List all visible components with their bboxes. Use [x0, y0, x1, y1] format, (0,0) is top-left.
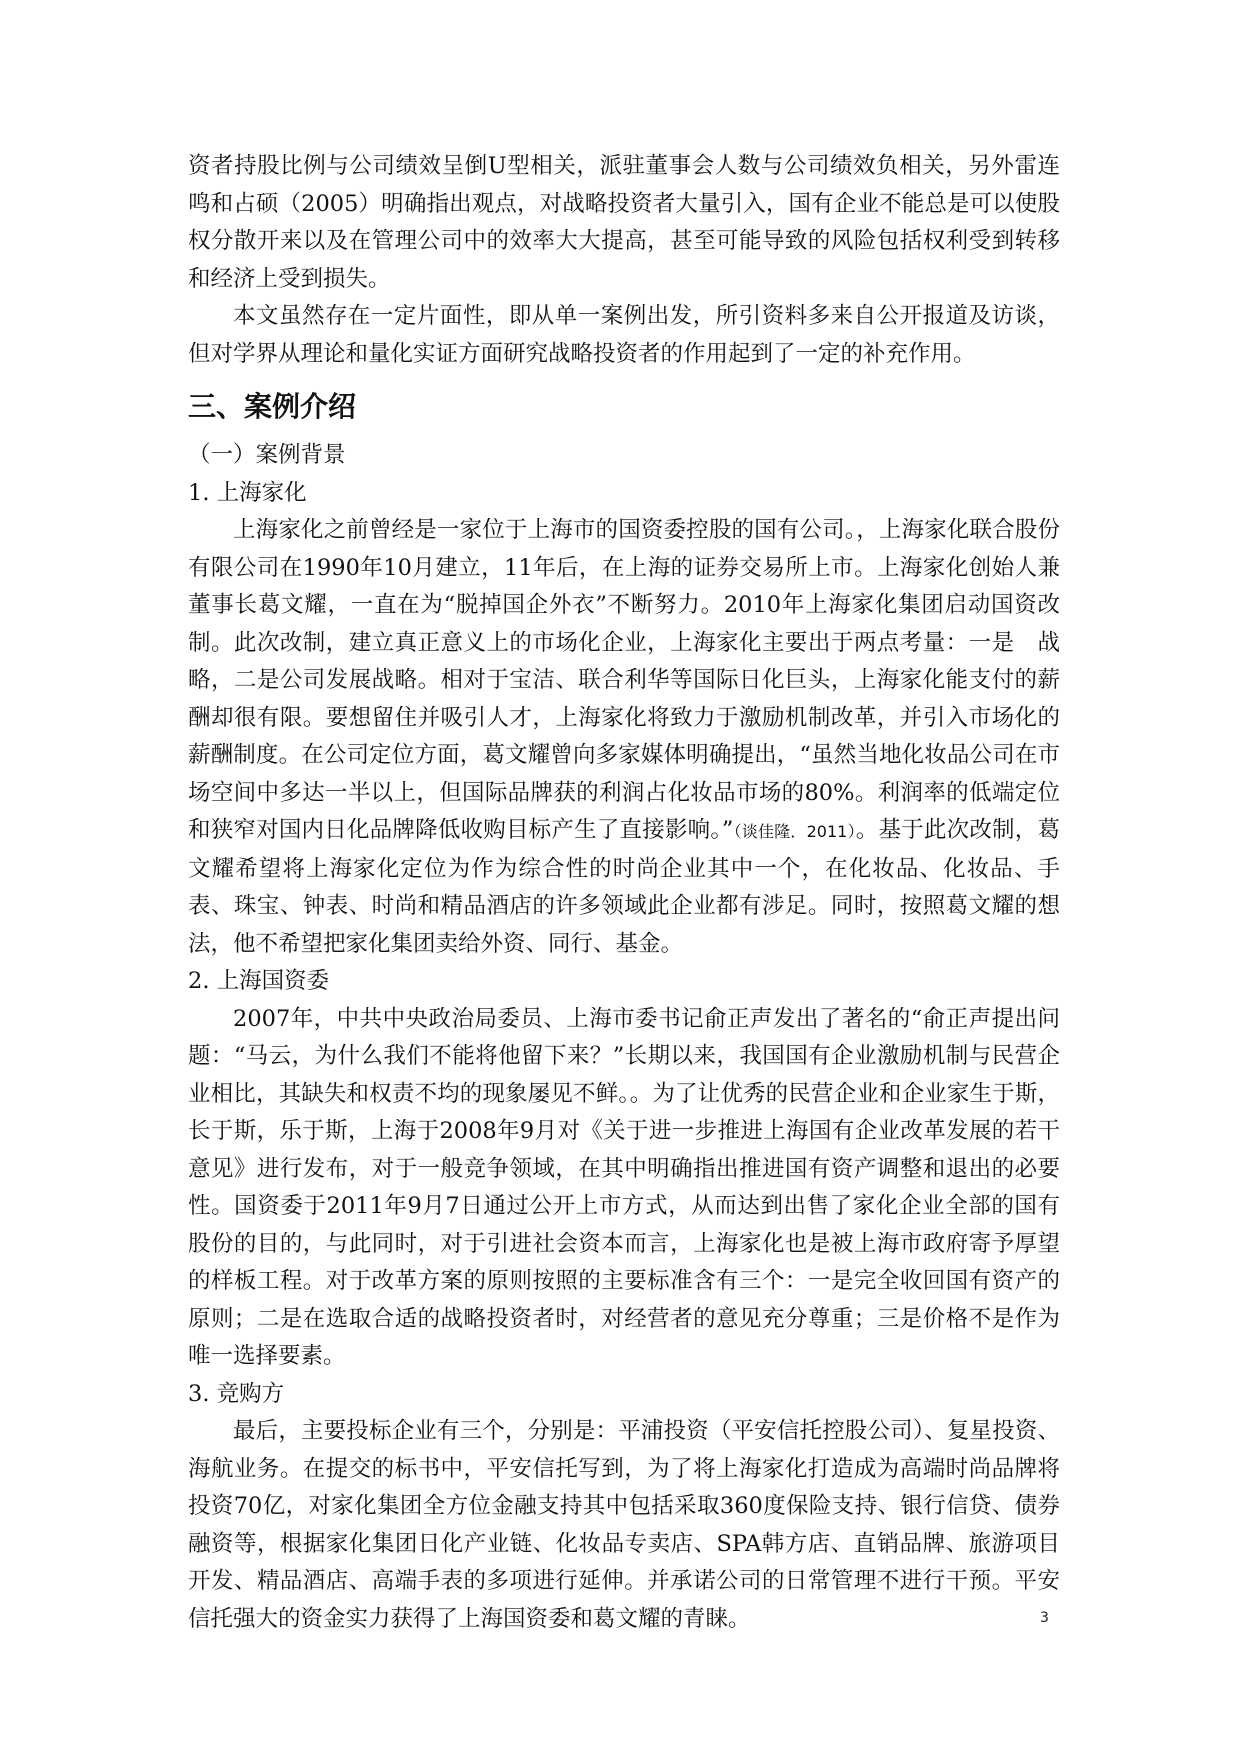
intro-paragraph-limitations: 本文虽然存在一定片面性，即从单一案例出发，所引资料多来自公开报道及访谈，但对学界从理论和量化实证方面研究战略投资者的作用起到了一定的补充作用。: [188, 303, 1060, 367]
item1-body: [188, 512, 1060, 963]
subsection-heading: （一）案例背景: [188, 442, 346, 468]
item2-title: 2. 上海国资委: [188, 968, 330, 994]
item1-title: 1. 上海家化: [188, 479, 307, 506]
item3-body: 最后，主要投标企业有三个，分别是：平浦投资（平安信托控股公司）、复星投资、海航业务。在提交的标书中，平安信托写到，为了将上海家化打造成为高端时尚品牌将投资70亿，对家化集团全方位金融支持其中包括采取360度保险支持、银行信贷、债券融资等，根据家化集团日化产业链、化妆品专卖店、SPA韩方店、直销品牌、旅游项目开发、精品酒店、高端手表的多项进行延伸。并承诺公司的日常管理不进行干预。平安信托强大的资金实力获得了上海国资委和葛文耀的青睐。: [188, 1418, 1060, 1632]
section-heading: 三、案例介绍: [188, 390, 357, 423]
intro-paragraph-continued: 资者持股比例与公司绩效呈倒U型相关，派驻董事会人数与公司绩效负相关，另外雷连鸣和占硕（2005）明确指出观点，对战略投资者大量引入，国有企业不能总是可以使股权分散开来以及在管理公司中的效率大大提高，甚至可能导致的风险包括权利受到转移和经济上受到损失。: [188, 153, 1060, 292]
page-number: 3: [1040, 1610, 1049, 1626]
item1-body-part2: 。基于此次改制，葛文耀希望将上海家化定位为作为综合性的时尚企业其中一个，在化妆品、化妆品、手表、珠宝、钟表、时尚和精品酒店的许多领域此企业都有涉足。同时，按照葛文耀的想法，他不希望把家化集团卖给外资、同行、基金。: [188, 817, 1060, 957]
item2-body: 2007年，中共中央政治局委员、上海市委书记俞正声发出了著名的“俞正声提出问题：“马云，为什么我们不能将他留下来？”长期以来，我国国有企业激励机制与民营企业相比，其缺失和权责不均的现象屡见不鲜。。为了让优秀的民营企业和企业家生于斯，长于斯，乐于斯，上海于2008年9月对《关于进一步推进上海国有企业改革发展的若干意见》进行发布，对于一般竞争领域，在其中明确指出推进国有资产调整和退出的必要性。国资委于2011年9月7日通过公开上市方式，从而达到出售了家化企业全部的国有股份的目的，与此同时，对于引进社会资本而言，上海家化也是被上海市政府寄予厚望的样板工程。对于改革方案的原则按照的主要标准含有三个：一是完全收回国有资产的原则；二是在选取合适的战略投资者时，对经营者的意见充分尊重；三是价格不是作为唯一选择要素。: [188, 1005, 1060, 1369]
item1-body-part1: 上海家化之前曾经是一家位于上海市的国资委控股的国有公司。，上海家化联合股份有限公司在1990年10月建立，11年后，在上海的证券交易所上市。上海家化创始人兼董事长葛文耀，一直在为“脱掉国企外衣”不断努力。2010年上海家化集团启动国资改制。此次改制，建立真正意义上的市场化企业，上海家化主要出于两点考量：一是 战略，二是公司发展战略。相对于宝洁、联合利华等国际日化巨头，上海家化能支付的薪酬却很有限。要想留住并吸引人才，上海家化将致力于激励机制改革，并引入市场化的薪酬制度。在公司定位方面，葛文耀曾向多家媒体明确提出，“虽然当地化妆品公司在市场空间中多达一半以上，但国际品牌获的利润占化妆品市场的80%。利润率的低端定位和狭窄对国内日化品牌降低收购目标产生了直接影响。”: [188, 517, 1060, 843]
item3-title: 3. 竞购方: [188, 1380, 285, 1407]
item1-citation: （谈佳隆．2011）: [733, 822, 856, 841]
document-page: [188, 148, 1060, 1638]
